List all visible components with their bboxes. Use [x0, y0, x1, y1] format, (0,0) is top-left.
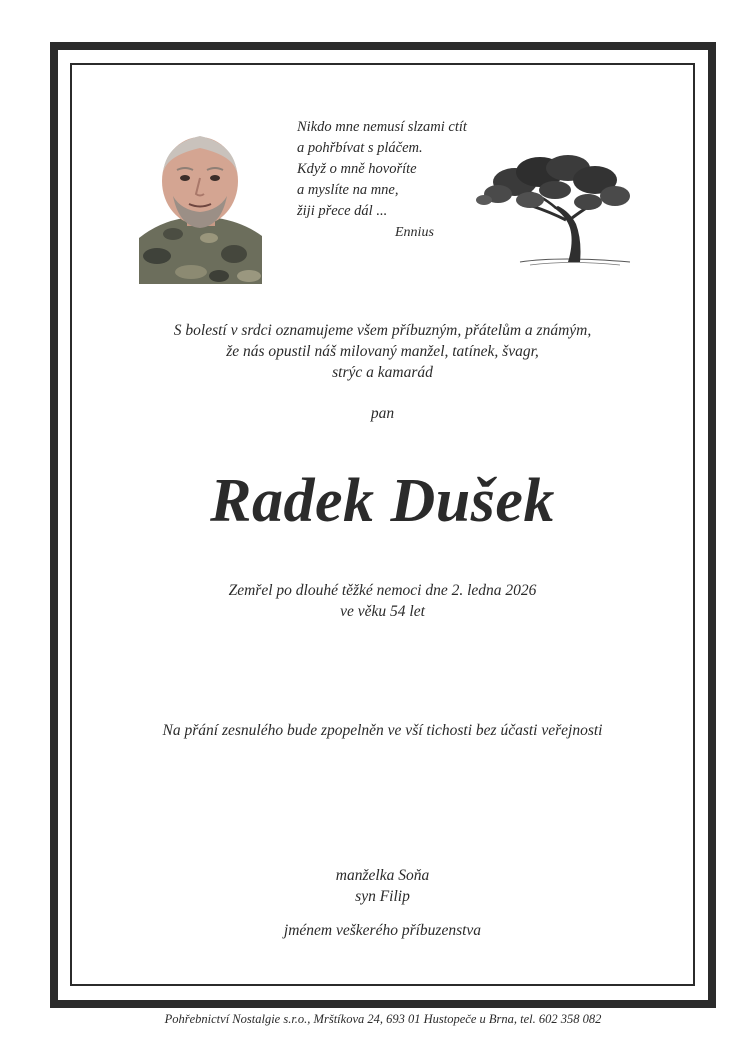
honorific: pan [370, 405, 395, 422]
announcement-line: že nás opustil náš milovaný manžel, tatínek, švagr, [226, 343, 539, 360]
death-details-line: Zemřel po dlouhé těžké nemoci dne 2. ledna 2026 [228, 582, 537, 599]
relatives-signature: jménem veškerého příbuzenstva [283, 922, 482, 939]
poem-line: žiji přece dál ... [297, 203, 388, 219]
cremation-note: Na přání zesnulého bude zpopelněn ve vší tichosti bez účasti veřejnosti [162, 722, 603, 739]
poem-line: a myslíte na mne, [297, 182, 399, 198]
death-details [70, 580, 695, 622]
deceased-name: Radek Dušek [210, 467, 555, 535]
poem-author: Ennius [395, 225, 434, 240]
death-details-line: ve věku 54 let [340, 603, 425, 620]
death-announcement [70, 320, 695, 383]
poem-line: a pohřbívat s pláčem. [297, 140, 423, 156]
poem-line: Nikdo mne nemusí slzami ctít [297, 119, 467, 135]
announcement-line: strýc a kamarád [332, 364, 433, 381]
family-member: syn Filip [355, 888, 410, 905]
family-signatures [70, 865, 695, 907]
portrait-photo-drawing [139, 126, 262, 284]
portrait-photo [139, 126, 262, 284]
announcement-line: S bolestí v srdci oznamujeme všem příbuzným, přátelům a známým, [173, 322, 592, 339]
poem-line: Když o mně hovoříte [297, 161, 417, 177]
tree-drawing [470, 150, 635, 270]
funeral-home-footer: Pohřebnictví Nostalgie s.r.o., Mrštíkova 24, 693 01 Hustopeče u Brna, tel. 602 358 082 [164, 1012, 602, 1026]
memorial-poem [297, 117, 497, 243]
tree-illustration [470, 150, 635, 270]
family-member: manželka Soňa [335, 867, 430, 884]
